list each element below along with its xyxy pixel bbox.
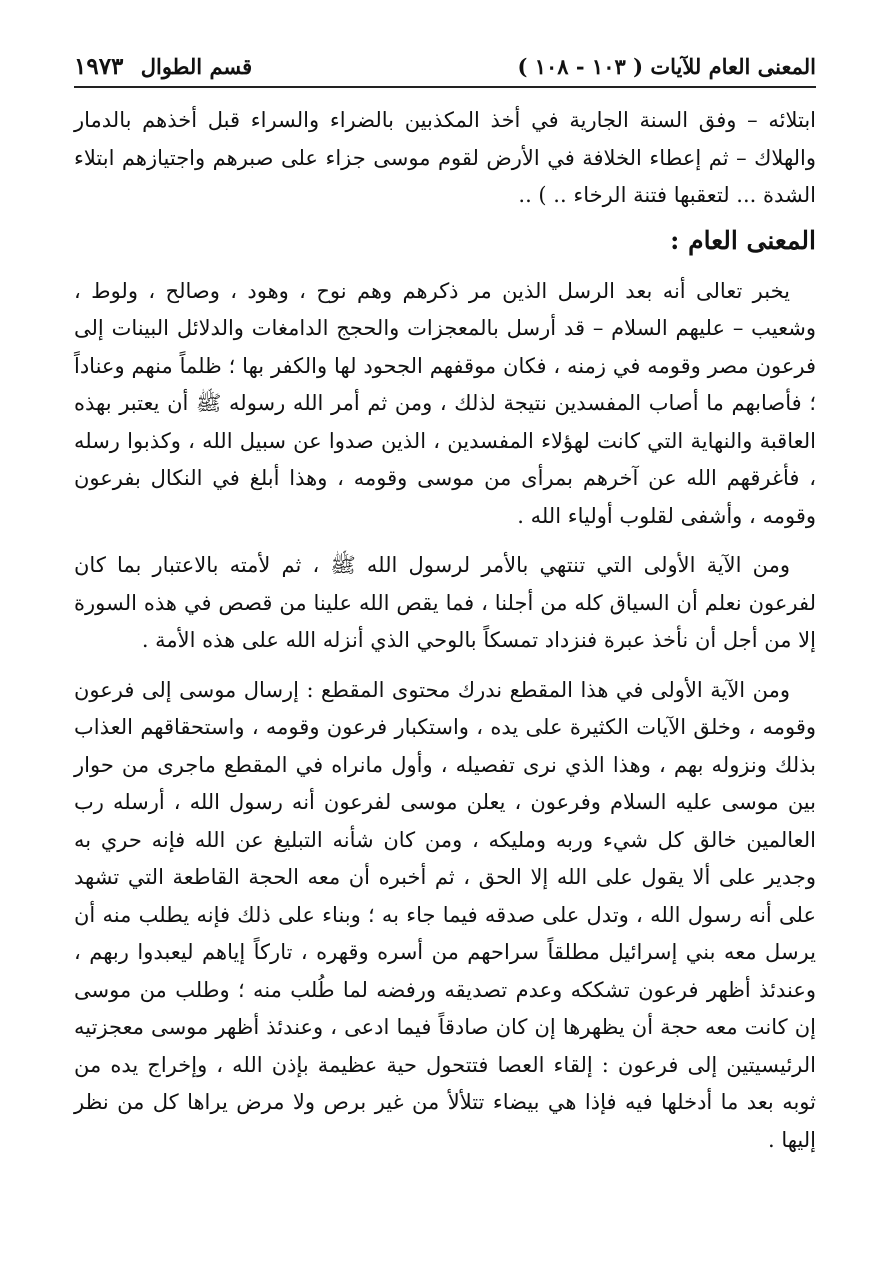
body-paragraph-3: ومن الآية الأولى في هذا المقطع ندرك محتوى المقطع : إرسال موسى إلى فرعون وقومه ، وخلق الآيات الكثيرة على يده ، واستكبار فرعون وقومه ، واستحقاقهم العذاب بذلك ونزوله بهم ، وهذا الذي نرى تفصيله ، وأول مانراه في المقطع ماجرى من حوار بين موسى عليه السلام وفرعون ، يعلن موسى لفرعون أنه رسول الله ، أرسله رب العالمين خالق كل شيء وربه ومليكه ، ومن كان شأنه التبليغ عن الله فإنه حري به وجدير على ألا يقول على الله إلا الحق ، ثم أخبره أن معه الحجة القاطعة التي تشهد على أنه رسول الله ، وتدل على صدقه فيما جاء به ؛ وبناء على ذلك فإنه يطلب منه أن يرسل معه بني إسرائيل مطلقاً سراحهم من أسره وقهره ، تاركاً إياهم ليعبدوا ربهم ، وعندئذ أظهر فرعون تشككه وعدم تصديقه ورفضه لما طُلب منه ؛ وطلب من موسى إن كانت معه حجة أن يظهرها إن كان صادقاً فيما ادعى ، وعندئذ أظهر موسى معجزتيه الرئيسيتين إلى فرعون : إلقاء العصا فتتحول حية عظيمة بإذن الله ، وإخراج يده من ثوبه بعد ما أدخلها فيه فإذا هي بيضاء تتلألأ من غير برص ولا مرض يراها كل من نظر إليها .	[74, 677, 816, 1152]
page-number: ١٩٧٣	[74, 53, 124, 80]
section-label: قسم الطوال	[140, 54, 253, 79]
header-section-and-page	[74, 52, 252, 82]
header-divider	[74, 86, 816, 88]
section-heading: المعنى العام :	[670, 225, 816, 255]
body-paragraph-2: ومن الآية الأولى التي تنتهي بالأمر لرسول الله ﷺ ، ثم لأمته بالاعتبار بما كان لفرعون نعلم أن السياق كله من أجلنا ، فما يقص الله علينا من قصص في هذه السورة إلا من أجل أن نأخذ عبرة فنزداد تمسكاً بالوحي الذي أنزله الله على هذه الأمة .	[74, 553, 816, 652]
body-paragraph-1: يخبر تعالى أنه بعد الرسل الذين مر ذكرهم وهم نوح ، وهود ، وصالح ، ولوط ، وشعيب – عليهم السلام – قد أرسل بالمعجزات والحجج الدامغات والدلائل البينات إلى فرعون مصر وقومه في زمنه ، فكان موقفهم الجحود لها والكفر بها ؛ ظلماً منهم وعناداً ؛ فأصابهم ما أصاب المفسدين نتيجة لذلك ، ومن ثم أمر الله رسوله ﷺ أن يعتبر بهذه العاقبة والنهاية التي كانت لهؤلاء المفسدين ، الذين صدوا عن سبيل الله ، وكذبوا رسله ، فأغرقهم الله عن آخرهم بمرأى من موسى وقومه ، وهذا أبلغ في النكال بفرعون وقومه ، وأشفى لقلوب أولياء الله .	[74, 278, 816, 528]
intro-paragraph: ابتلائه – وفق السنة الجارية في أخذ المكذبين بالضراء والسراء قبل أخذهم بالدمار والهلاك – ثم إعطاء الخلافة في الأرض لقوم موسى جزاء على صبرهم واجتيازهم ابتلاء الشدة ... لتعقبها فتنة الرخاء .. ) ..	[74, 108, 816, 207]
book-page	[74, 52, 816, 1159]
running-header	[74, 52, 816, 86]
chapter-title: المعنى العام للآيات ( ١٠٣ - ١٠٨ )	[517, 54, 816, 79]
